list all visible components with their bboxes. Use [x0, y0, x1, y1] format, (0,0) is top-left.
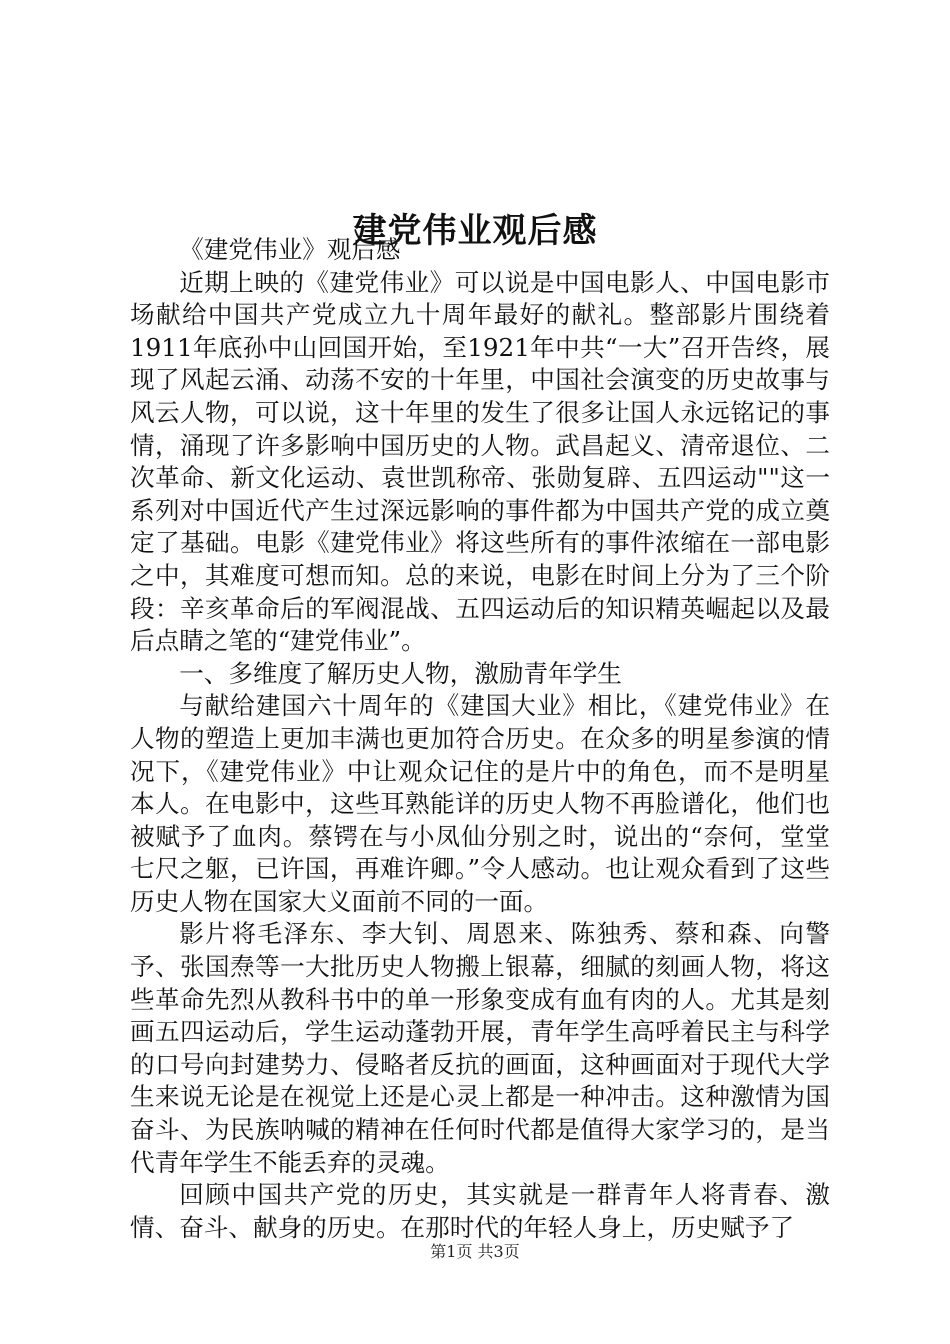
- paragraph: 近期上映的《建党伟业》可以说是中国电影人、中国电影市场献给中国共产党成立九十周年最好的献礼。整部影片围绕着1911年底孙中山回国开始，至1921年中共“一大”召开告终，展现了风起云涌、动荡不安的十年里，中国社会演变的历史故事与风云人物，可以说，这十年里的发生了很多让国人永远铭记的事情，涌现了许多影响中国历史的人物。武昌起义、清帝退位、二次革命、新文化运动、袁世凯称帝、张勋复辟、五四运动""这一系列对中国近代产生过深远影响的事件都为中国共产党的成立奠定了基础。电影《建党伟业》将这些所有的事件浓缩在一部电影之中，其难度可想而知。总的来说，电影在时间上分为了三个阶段：辛亥革命后的军阀混战、五四运动后的知识精英崛起以及最后点睛之笔的“建党伟业”。: [130, 267, 830, 656]
- paragraph: 与献给建国六十周年的《建国大业》相比，《建党伟业》在人物的塑造上更加丰满也更加符合历史。在众多的明星参演的情况下，《建党伟业》中让观众记住的是片中的角色，而不是明星本人。在电影中，这些耳熟能详的历史人物不再脸谱化，他们也被赋予了血肉。蔡锷在与小凤仙分别之时，说出的“奈何，堂堂七尺之躯，已许国，再难许卿。”令人感动。也让观众看到了这些历史人物在国家大义面前不同的一面。: [130, 691, 830, 916]
- paragraph: 影片将毛泽东、李大钊、周恩来、陈独秀、蔡和森、向警予、张国焘等一大批历史人物搬上银幕，细腻的刻画人物，将这些革命先烈从教科书中的单一形象变成有血有肉的人。尤其是刻画五四运动后，学生运动蓬勃开展，青年学生高呼着民主与科学的口号向封建势力、侵略者反抗的画面，这种画面对于现代大学生来说无论是在视觉上还是心灵上都是一种冲击。这种激情为国奋斗、为民族呐喊的精神在任何时代都是值得大家学习的，是当代青年学生不能丢弃的灵魂。: [130, 919, 830, 1177]
- page-footer: 第1页 共3页: [430, 1242, 520, 1261]
- paragraph: 回顾中国共产党的历史，其实就是一群青年人将青春、激情、奋斗、献身的历史。在那时代的年轻人身上，历史赋予了: [130, 1180, 830, 1242]
- document-body: [130, 234, 830, 1244]
- section-heading: 一、多维度了解历史人物，激励青年学生: [179, 658, 622, 688]
- paragraph-subtitle: 《建党伟业》观后感: [179, 235, 401, 264]
- document-title: 建党伟业观后感: [352, 210, 598, 251]
